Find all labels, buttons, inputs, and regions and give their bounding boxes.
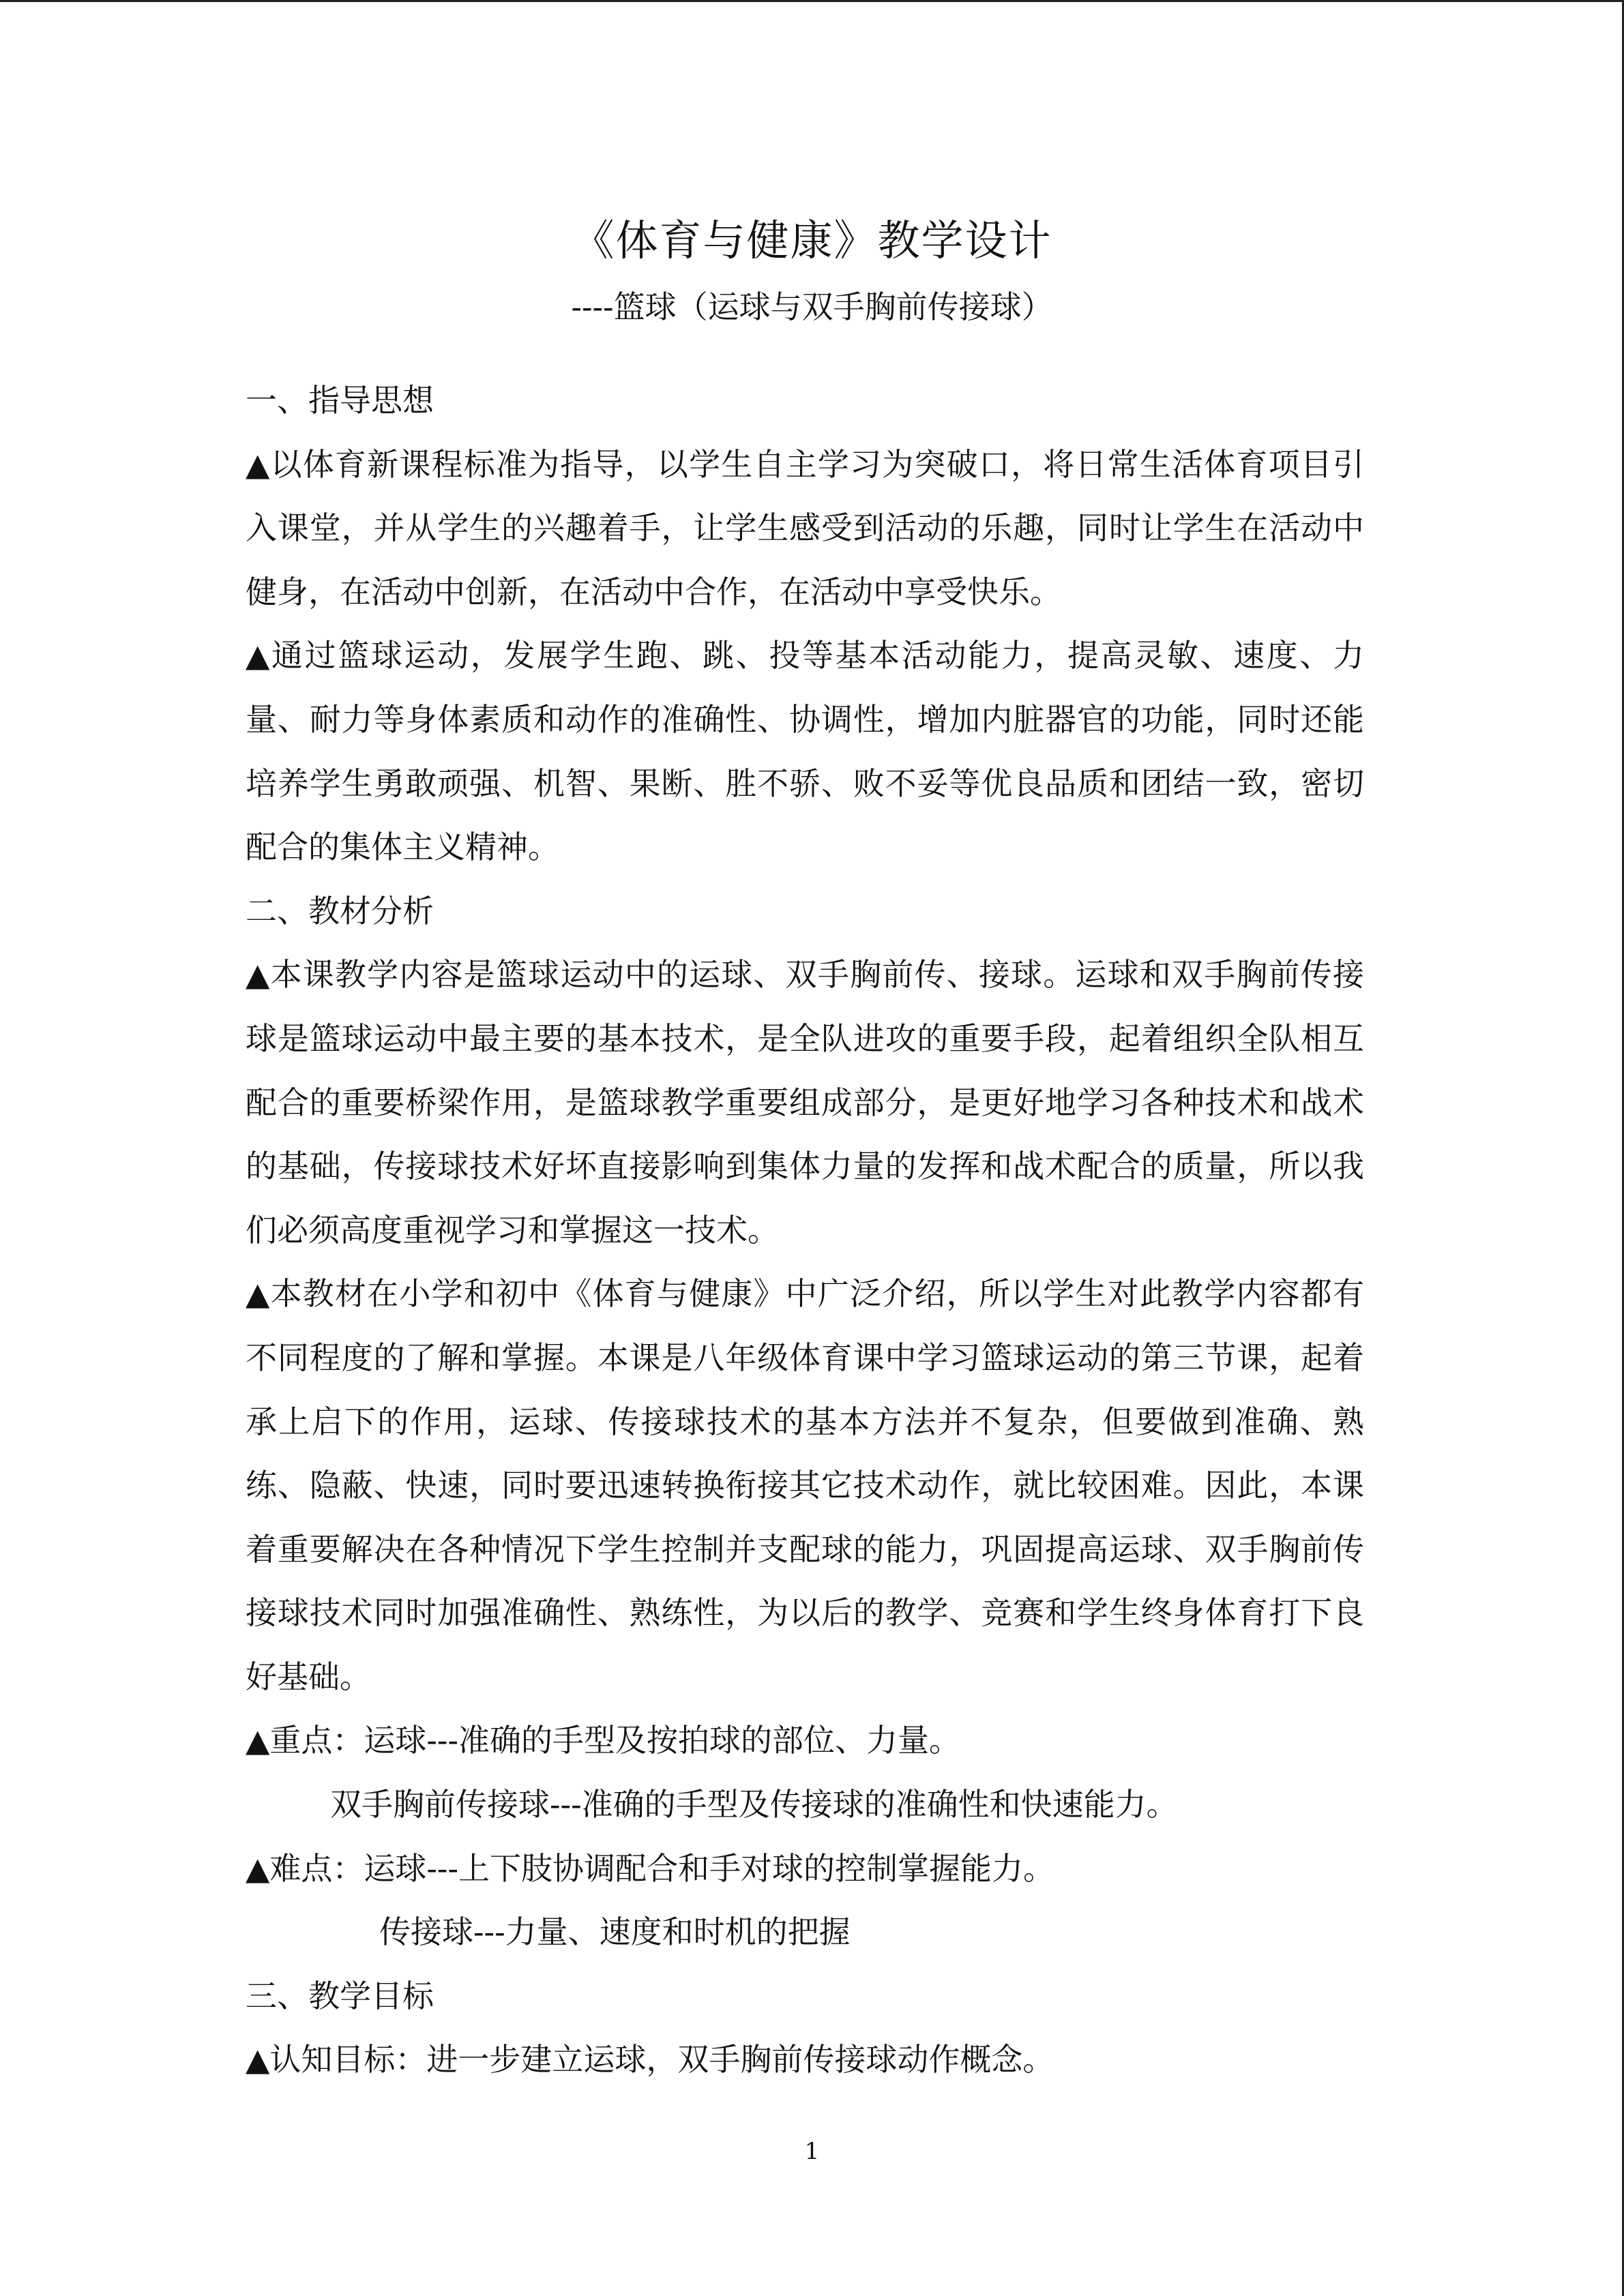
difficulty-line: 传接球---力量、速度和时机的把握: [379, 1913, 851, 1951]
paragraph: ▲本课教学内容是篮球运动中的运球、双手胸前传、接球。运球和双手胸前传接球是篮球运动中最主要的基本技术，是全队进攻的重要手段，起着组织全队相互配合的重要桥梁作用，是篮球教学重要组成部分，是更好地学习各种技术和战术的基础，传接球技术好坏直接影响到集体力量的发挥和战术配合的质量，所以我们必须高度重视学习和掌握这一技术。: [246, 956, 1364, 1249]
document-title: 《体育与健康》教学设计: [572, 215, 1052, 265]
difficulty-line: ▲难点：运球---上下肢协调配合和手对球的控制掌握能力。: [246, 1849, 1055, 1887]
paragraph: ▲本教材在小学和初中《体育与健康》中广泛介绍，所以学生对此教学内容都有不同程度的了解和掌握。本课是八年级体育课中学习篮球运动的第三节课，起着承上启下的作用，运球、传接球技术的基本方法并不复杂，但要做到准确、熟练、隐蔽、快速，同时要迅速转换衔接其它技术动作，就比较困难。因此，本课着重要解决在各种情况下学生控制并支配球的能力，巩固提高运球、双手胸前传接球技术同时加强准确性、熟练性，为以后的教学、竞赛和学生终身体育打下良好基础。: [246, 1275, 1364, 1695]
document-body: [246, 369, 1364, 2092]
page-number: 1: [804, 2138, 820, 2165]
paragraph: ▲认知目标：进一步建立运球，双手胸前传接球动作概念。: [246, 2041, 1054, 2078]
key-point-line: 双手胸前传接球---准确的手型及传接球的准确性和快速能力。: [330, 1786, 1178, 1823]
paragraph: ▲以体育新课程标准为指导，以学生自主学习为突破口，将日常生活体育项目引入课堂，并从学生的兴趣着手，让学生感受到活动的乐趣，同时让学生在活动中健身，在活动中创新，在活动中合作，在活动中享受快乐。: [246, 445, 1364, 610]
paragraph: ▲通过篮球运动，发展学生跑、跳、投等基本活动能力，提高灵敏、速度、力量、耐力等身体素质和动作的准确性、协调性，增加内脏器官的功能，同时还能培养学生勇敢顽强、机智、果断、胜不骄、败不妥等优良品质和团结一致，密切配合的集体主义精神。: [246, 637, 1364, 866]
section-heading-material-analysis: 二、教材分析: [246, 892, 434, 929]
key-point-line: ▲重点：运球---准确的手型及按拍球的部位、力量。: [246, 1722, 961, 1759]
document-subtitle: ----篮球（运球与双手胸前传接球）: [571, 288, 1053, 325]
section-heading-teaching-objectives: 三、教学目标: [246, 1977, 434, 2014]
section-heading-guiding-ideology: 一、指导思想: [246, 382, 434, 419]
